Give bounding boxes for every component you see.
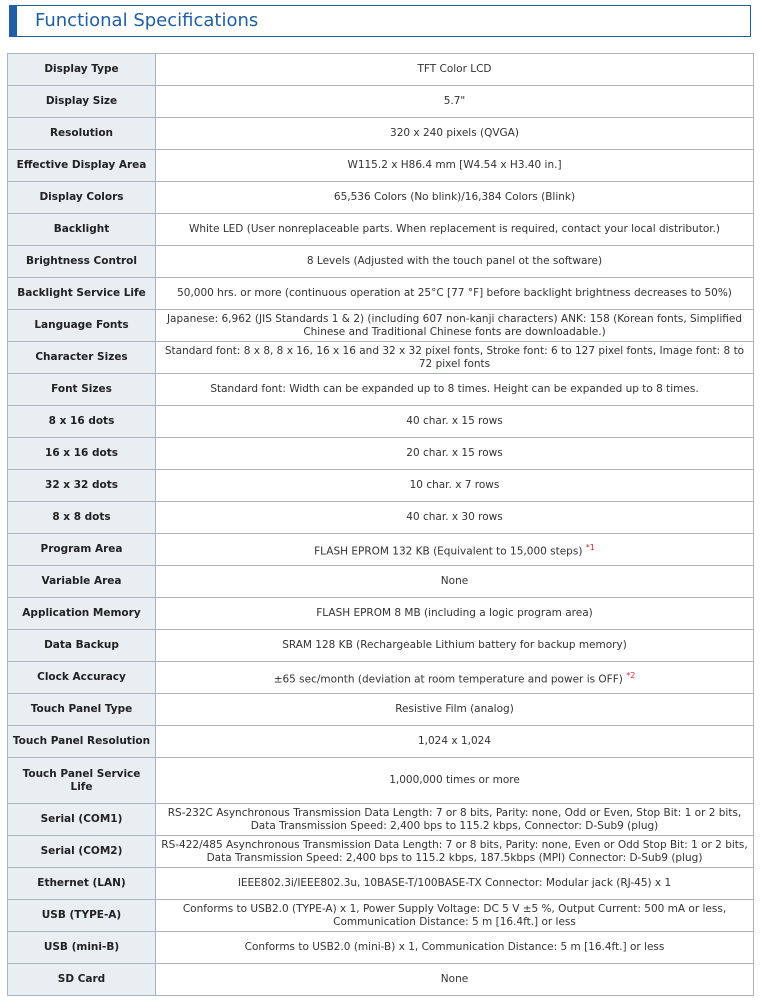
spec-value <box>156 566 754 598</box>
spec-value <box>156 374 754 406</box>
table-row <box>8 278 754 310</box>
spec-label: USB (TYPE-A) <box>8 900 156 932</box>
spec-value-text: 40 char. x 30 rows <box>406 511 503 523</box>
table-row <box>8 534 754 566</box>
spec-value-text: 1,000,000 times or more <box>389 774 520 786</box>
footnote-marker: *1 <box>585 542 595 552</box>
spec-value <box>156 310 754 342</box>
spec-label: Clock Accuracy <box>8 662 156 694</box>
spec-value <box>156 214 754 246</box>
spec-value-text: Standard font: 8 x 8, 8 x 16, 16 x 16 and 32 x 32 pixel fonts, Stroke font: 6 to 127 pixel fonts, Image font: 8 to 72 pixel fonts <box>164 344 745 370</box>
spec-value <box>156 470 754 502</box>
spec-value <box>156 278 754 310</box>
spec-value <box>156 804 754 836</box>
table-row <box>8 150 754 182</box>
spec-table <box>7 53 754 996</box>
spec-value <box>156 246 754 278</box>
spec-value <box>156 406 754 438</box>
spec-value <box>156 836 754 868</box>
spec-label: Program Area <box>8 534 156 566</box>
spec-value-text: Japanese: 6,962 (JIS Standards 1 & 2) (including 607 non-kanji characters) ANK: 158 (Korean fonts, Simplified Chinese and Traditional Chinese fonts are downloadable.) <box>166 312 743 338</box>
spec-value <box>156 342 754 374</box>
spec-label: Touch Panel Resolution <box>8 726 156 758</box>
spec-value <box>156 868 754 900</box>
table-row <box>8 726 754 758</box>
spec-label: Touch Panel Service Life <box>8 758 156 804</box>
spec-label: SD Card <box>8 964 156 996</box>
spec-value-text: RS-422/485 Asynchronous Transmission Data Length: 7 or 8 bits, Parity: none, Even or Odd Stop Bit: 1 or 2 bits, Data Transmission Speed: 2,400 bps to 115.2 kbps, 187.5kbps (MPI) Connector: D-Sub9 (plug) <box>161 838 748 864</box>
spec-value-text: 20 char. x 15 rows <box>406 447 503 459</box>
table-row <box>8 182 754 214</box>
spec-value <box>156 932 754 964</box>
table-row <box>8 630 754 662</box>
table-row <box>8 438 754 470</box>
section-heading <box>9 5 751 37</box>
spec-value-text: FLASH EPROM 132 KB (Equivalent to 15,000 steps) <box>314 545 583 558</box>
spec-value-text: Resistive Film (analog) <box>395 703 514 715</box>
table-row <box>8 374 754 406</box>
page-title: Functional Specifications <box>35 10 259 31</box>
spec-value-text: None <box>440 575 469 587</box>
spec-value <box>156 900 754 932</box>
spec-label: Serial (COM2) <box>8 836 156 868</box>
spec-label: Font Sizes <box>8 374 156 406</box>
spec-value-text: W115.2 x H86.4 mm [W4.54 x H3.40 in.] <box>347 159 562 171</box>
table-row <box>8 964 754 996</box>
spec-value <box>156 182 754 214</box>
spec-value-text: Conforms to USB2.0 (TYPE-A) x 1, Power Supply Voltage: DC 5 V ±5 %, Output Current: 500 mA or less, Communication Distance: 5 m [16.4ft.] or less <box>182 902 727 928</box>
spec-value-text: White LED (User nonreplaceable parts. When replacement is required, contact your local distributor.) <box>188 223 721 235</box>
spec-label: Resolution <box>8 118 156 150</box>
table-row <box>8 54 754 86</box>
spec-value <box>156 118 754 150</box>
spec-value-text: None <box>440 973 469 985</box>
table-row <box>8 342 754 374</box>
spec-value <box>156 86 754 118</box>
spec-value-text: 320 x 240 pixels (QVGA) <box>390 127 519 139</box>
spec-label: Variable Area <box>8 566 156 598</box>
table-row <box>8 118 754 150</box>
table-row <box>8 868 754 900</box>
spec-label: Display Colors <box>8 182 156 214</box>
spec-value <box>156 534 754 566</box>
spec-label: Display Type <box>8 54 156 86</box>
spec-value-text: 8 Levels (Adjusted with the touch panel ot the software) <box>306 255 603 267</box>
spec-value-text: SRAM 128 KB (Rechargeable Lithium battery for backup memory) <box>282 639 627 651</box>
spec-label: Effective Display Area <box>8 150 156 182</box>
spec-value <box>156 694 754 726</box>
spec-label: Character Sizes <box>8 342 156 374</box>
spec-value-text: 40 char. x 15 rows <box>406 415 503 427</box>
spec-value-text: 10 char. x 7 rows <box>409 479 500 491</box>
table-row <box>8 804 754 836</box>
table-row <box>8 836 754 868</box>
table-row <box>8 662 754 694</box>
spec-value-text: 65,536 Colors (No blink)/16,384 Colors (Blink) <box>333 191 576 203</box>
spec-value-text: 5.7" <box>443 95 466 107</box>
table-row <box>8 470 754 502</box>
table-row <box>8 310 754 342</box>
spec-label: 8 x 8 dots <box>8 502 156 534</box>
spec-label: Ethernet (LAN) <box>8 868 156 900</box>
spec-label: Backlight <box>8 214 156 246</box>
spec-value <box>156 662 754 694</box>
table-row <box>8 86 754 118</box>
spec-label: Backlight Service Life <box>8 278 156 310</box>
spec-label: Language Fonts <box>8 310 156 342</box>
spec-value-text: TFT Color LCD <box>417 63 492 75</box>
spec-label: Display Size <box>8 86 156 118</box>
spec-value <box>156 598 754 630</box>
spec-value <box>156 150 754 182</box>
spec-value <box>156 630 754 662</box>
table-row <box>8 566 754 598</box>
spec-label: 8 x 16 dots <box>8 406 156 438</box>
table-row <box>8 598 754 630</box>
footnote-marker: *2 <box>626 670 636 680</box>
spec-value <box>156 726 754 758</box>
spec-table-body <box>8 54 754 996</box>
spec-value-text: Standard font: Width can be expanded up to 8 times. Height can be expanded up to 8 times. <box>210 383 699 395</box>
spec-value <box>156 54 754 86</box>
spec-value <box>156 502 754 534</box>
spec-label: 16 x 16 dots <box>8 438 156 470</box>
spec-label: Brightness Control <box>8 246 156 278</box>
spec-label: Touch Panel Type <box>8 694 156 726</box>
spec-value-text: Conforms to USB2.0 (mini-B) x 1, Communication Distance: 5 m [16.4ft.] or less <box>244 941 665 953</box>
spec-value-text: 1,024 x 1,024 <box>417 735 491 747</box>
spec-value <box>156 758 754 804</box>
table-row <box>8 932 754 964</box>
spec-value-text: RS-232C Asynchronous Transmission Data Length: 7 or 8 bits, Parity: none, Odd or Even, Stop Bit: 1 or 2 bits, Data Transmission Speed: 2,400 bps to 115.2 kbps, Connector: D-Sub9 (plug) <box>167 806 742 832</box>
spec-label: Data Backup <box>8 630 156 662</box>
table-row <box>8 694 754 726</box>
spec-label: Serial (COM1) <box>8 804 156 836</box>
spec-value-text: 50,000 hrs. or more (continuous operation at 25°C [77 °F] before backlight brightness decreases to 50%) <box>177 287 732 299</box>
spec-value-text: FLASH EPROM 8 MB (including a logic program area) <box>316 607 593 619</box>
table-row <box>8 900 754 932</box>
spec-value-text: ±65 sec/month (deviation at room temperature and power is OFF) <box>273 673 623 686</box>
spec-value <box>156 438 754 470</box>
spec-label: 32 x 32 dots <box>8 470 156 502</box>
spec-value-text: IEEE802.3i/IEEE802.3u, 10BASE-T/100BASE-TX Connector: Modular jack (RJ-45) x 1 <box>237 877 672 889</box>
spec-label: Application Memory <box>8 598 156 630</box>
table-row <box>8 758 754 804</box>
table-row <box>8 502 754 534</box>
spec-value <box>156 964 754 996</box>
table-row <box>8 246 754 278</box>
table-row <box>8 214 754 246</box>
table-row <box>8 406 754 438</box>
spec-label: USB (mini-B) <box>8 932 156 964</box>
